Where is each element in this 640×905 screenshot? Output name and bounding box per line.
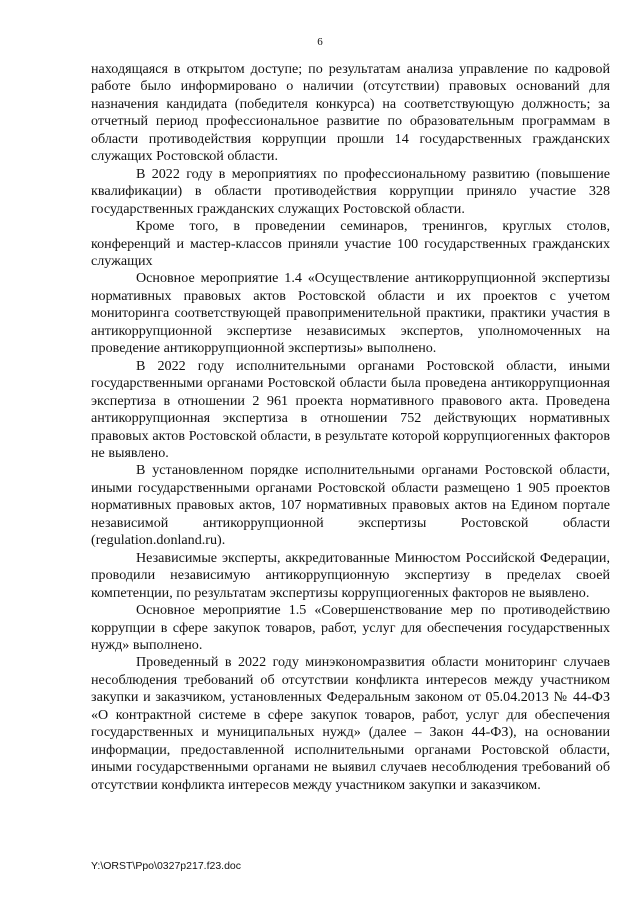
paragraph-measure-1-5: Основное мероприятие 1.5 «Совершенствование мер по противодействию коррупции в сфере закупок товаров, работ, услуг для обеспечения государственных нужд» выполнено. [91, 602, 610, 653]
paragraph-expertise-2022: В 2022 году исполнительными органами Ростовской области, иными государственными органами Ростовской области была проведена антикоррупционная экспертиза в отношении 2 961 проекта нормативного правового акта. Проведена антикоррупционная экспертиза в отношении 752 действующих нормативных правовых актов Ростовской области, в результате которой коррупциогенных факторов не выявлено. [91, 357, 610, 461]
document-body [91, 61, 610, 794]
paragraph-procurement-monitoring: Проведенный в 2022 году минэкономразвития области мониторинг случаев несоблюдения требований об отсутствии конфликта интересов между участником закупки и заказчиком, установленных Федеральным законом от 05.04.2013 № 44-ФЗ «О контрактной системе в сфере закупок товаров, работ, услуг для обеспечения государственных и муниципальных нужд» (далее – Закон 44-ФЗ), на основании информации, предоставленной исполнительными органами Ростовской области, иными государственными органами не выявил случаев несоблюдения требований об отсутствии конфликта интересов между участником закупки и заказчиком. [91, 654, 610, 793]
paragraph-personnel-analysis: находящаяся в открытом доступе; по результатам анализа управление по кадровой работе было информировано о наличии (отсутствии) правовых оснований для назначения кандидата (победителя конкурса) на соответствующую должность; за отчетный период профессиональное развитие по образовательным программам в области противодействия коррупции прошли 14 государственных гражданских служащих Ростовской области. [91, 61, 610, 165]
footer-file-path: Y:\ORST\Ppo\0327p217.f23.doc [91, 860, 242, 872]
paragraph-independent-experts: Независимые эксперты, аккредитованные Минюстом Российской Федерации, проводили независимую антикоррупционную экспертизу в пределах своей компетенции, по результатам экспертизы коррупциогенных факторов не выявлено. [91, 549, 610, 601]
paragraph-training-2022: В 2022 году в мероприятиях по профессиональному развитию (повышение квалификации) в области противодействия коррупции приняло участие 328 государственных гражданских служащих Ростовской области. [91, 165, 610, 217]
paragraph-seminars: Кроме того, в проведении семинаров, тренингов, круглых столов, конференций и мастер-классов приняли участие 100 государственных гражданских служащих [91, 218, 610, 269]
paragraph-portal-publication: В установленном порядке исполнительными органами Ростовской области, иными государственными органами Ростовской области размещено 1 905 проектов нормативных правовых актов, 107 нормативных правовых актов на Едином портале независимой антикоррупционной экспертизы Ростовской области (regulation.donland.ru). [91, 462, 610, 549]
paragraph-measure-1-4: Основное мероприятие 1.4 «Осуществление антикоррупционной экспертизы нормативных правовых актов Ростовской области и их проектов с учетом мониторинга соответствующей правоприменительной практики, практики участия в антикоррупционной экспертизе независимых экспертов, уполномоченных на проведение антикоррупционной экспертизы» выполнено. [91, 270, 610, 357]
page-number: 6 [317, 36, 323, 48]
